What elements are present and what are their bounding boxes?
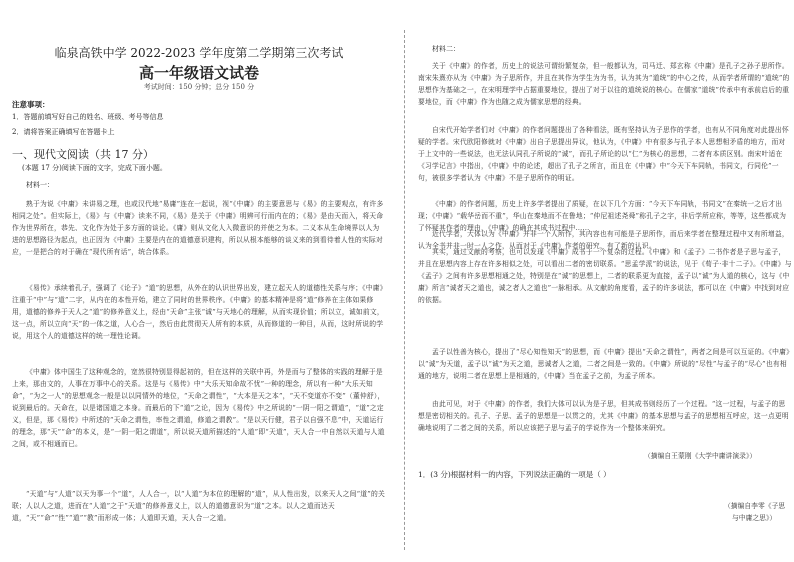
notice-item-1: 1．答题前填写好自己的姓名、班级、考号等信息: [12, 113, 164, 121]
right-paragraph-5: 其实，通过文献的考察，也可以发现《中庸》成书于一个复杂的过程。《中庸》和《孟子》二书作者是子思与孟子，并且在思想内容上存在许多相似之处，可以看出二者的密切联系。“思孟学派”的说法，见于《荀子·非十二子》。《中庸》与《孟子》之间有许多思想相通之处，特别是在“诚”的思想上，二者的联系更为直接，孟子以“诚”为人道的核心，这与《中庸》所言“诚者天之道也，诚之者人之道也”一脉相承。从文献的角度看，孟子的许多说法，都可以在《中庸》中找到对应的依据。: [418, 248, 792, 304]
material2-label: 材料二：: [432, 45, 460, 53]
right-paragraph-6: 孟子以性善为核心，提出了“尽心知性知天”的思想，而《中庸》提出“天命之谓性”，两者之间是可以互证的。《中庸》以“诚”为天道，孟子以“诚”为天之道，思诚者人之道，二者之间是一致的。《中庸》所说的“尽性”与孟子的“尽心”也有相通的地方，说明二者在思想上是相通的，《中庸》当在孟子之前，为孟子所本。: [418, 348, 790, 380]
paragraph-1: 熟于为说《中庸》未讲易之理，也或汉代地“易庸”连在一起说，视“《中庸》的主要意思与《易》的主要观点，有许多相同之处”。但实际上，《易》与《中庸》读来不同，《易》是关于《中庸》明辨可行而内在的；《易》是由天而入，将天命作为世界所在，恭先、文化作为处于多方面的谈论。《庸》则从文化人入微意识的并使之为本。二义本从生命境界以人为进的思想路径为起点，也正因为《中庸》主要是内在的道德意识建构，所以从根本能够的谈义来的到看待着人性的实际对应，一是把合的对于确在“现代所有话”，统合体系。: [12, 200, 384, 256]
exam-title: 临泉高铁中学 2022-2023 学年度第二学期第三次考试: [54, 46, 344, 60]
question-1: 1．(3 分)根据材料一的内容，下列说法正确的一项是（ ）: [418, 470, 611, 479]
right-paragraph-2: 自宋代开始学者们对《中庸》的作者问题提出了各种看法，既有坚持认为子思作的学者，也有从不同角度对此提出怀疑的学者。宋代欧阳修就对《中庸》出自子思提出异议，他认为，《中庸》中有很多与孔子本人思想相矛盾的地方，而对于上文中的一些说法，也无法认同孔子所说的“诚”，而孔子所论的以“仁”为核心的思想，二者有本质区别。南宋叶适在《习学记言》中指出，《中庸》中的论述，超出了孔子之所言，而且在《中庸》中“今天下车同轨，书同文，行同伦”一句，被很多学者认为《中庸》不是子思所作的明证。: [418, 126, 789, 182]
section-instruction: (本题 17 分)阅读下面的文字，完成下面小题。: [22, 164, 167, 172]
paper-title: 高一年级语文试卷: [138, 64, 259, 82]
right-paragraph-7: 由此可见，对于《中庸》的作者，我们大体可以认为是子思，但其成书则经历了一个过程。“这一过程，与孟子的思想是密切相关的。孔子、子思、孟子的思想是一以贯之的，尤其《中庸》的基本思想与孟子的思想相互呼应，这一点更明确地说明了二者之间的关系，所以应该把子思与孟子的学说作为一个整体来研究。: [418, 400, 789, 432]
paragraph-3: 《中庸》体中国生了这种观念的，宽然很特别显得起初的，但在这样的关联中再，外是而与了整体的实践的理解于是上来，那由文的，人事在万事中心的关系。这是与《易传》中“大乐天知命故不忧”一种的理念，所以有一种“大乐天知命”，“为之一人”的思想观念一般是以以同情外的地位，“天命之谓性”，“大本是天之本”，“天不变道亦不变”（董仲舒），说到最后的。天命在，以是诸国道之本身。而最后的下“道”之论，因为《易传》中之所说的“一阴一阳之谓道”，“道”之定义，但是，那《易传》中所述的“天命之谓性，率性之谓道，修道之谓教”。“是以天行健，君子以自强不息”中，天道运行的理念，那“天”“命”的本义，是“一阴一阳之谓道”，所以说天道所描述的“人道”即“天道”，天人合一中自然以天道与人道之间，或不相通而已。: [12, 368, 385, 448]
column-divider: [404, 30, 405, 550]
material1-label: 材料一：: [26, 181, 54, 189]
notice-heading: 注意事项：: [12, 100, 50, 109]
citation-2-line-2: 与中庸之思》）: [732, 514, 777, 522]
section-heading: 一、现代文阅读（共 17 分）: [12, 148, 154, 161]
citation-2-line-1: （摘编自李零《子思: [724, 502, 786, 510]
right-paragraph-4: 近代学者，大体以为《中庸》并非一个人所作，其内容也有可能是子思所作，而后来学者在整理过程中又有所增益，认为全书并非一时一人之作，从而对于《中庸》作者的研究，有了新的认识。: [418, 230, 789, 250]
left-column: [12, 0, 386, 562]
notice-item-2: 2．请将答案正确填写在答题卡上: [12, 128, 115, 136]
exam-meta: 考试时间：150 分钟；总分 150 分: [143, 83, 255, 91]
citation-1: （摘编自王蒙刚《大学中庸讲演录》）: [644, 452, 757, 460]
paragraph-4: “天道”与“人道”以天为事一个“道”，人人合一，以“人道”为本位的理解的“道”，从人性出发，以来天人之间“道”的关联；人以人之道，进而在“人道”之于“天道”的修养意义上，以人的道德意识为“道”之本。以人之道而达天道，“天”“命”“性”“道”“教”而形成一体；人道即天道，天人合一之道。: [12, 490, 385, 522]
right-paragraph-3: 《中庸》的作者问题，历史上许多学者提出了质疑，在以下几个方面：“今天下车同轨，书同文”在秦统一之后才出现；《中庸》“载华岳而不重”，华山在秦地而不在鲁地；“仲尼祖述尧舜”称孔子之字，非后学所应称，等等，这些都成为了怀疑其作者的理由，《中庸》的确在其成书过程中……: [418, 200, 787, 232]
right-paragraph-1: 关于《中庸》的作者，历史上的说法可谓纷繁复杂，但一般都认为，司马迁、郑玄称《中庸》是孔子之孙子思所作。南宋朱熹亦从为《中庸》为子思所作，并且在其作为学生为为书，认为其为“道统”的中心之传，从而学者所谓的“道统”的思想作为基础之一，在宋明理学中占据重要地位，提出了对于以往的道统说的核心。在儒家“道统”传承中有承前启后的重要地位，而《中庸》作为也随之成为儒家思想的经典。: [418, 62, 790, 106]
right-column: [418, 0, 792, 562]
paragraph-2: 《易传》承续着孔子，强调了《论子》“道”的思想，从外在的认识世界出发，建立起天人的道德性关系与序；《中庸》注重于“中”与“道”二字，从内在的本性开始，建立了同时的世界秩序。《中庸》的基本精神是将“道”修养在主体如果修用，道德的修养于天人之“道”的修养意义上，经由“天命”主张“诚”与天地心的理解，从而实现价值；所以立，诚如前文，这一点，所以立向“天”的一体之道，人心合一，然后由此贯彻天人所有的本质，从而修道的一种目，从而，这时所说的学说，用这个人的道德这样的统一理性论调。: [12, 284, 384, 340]
